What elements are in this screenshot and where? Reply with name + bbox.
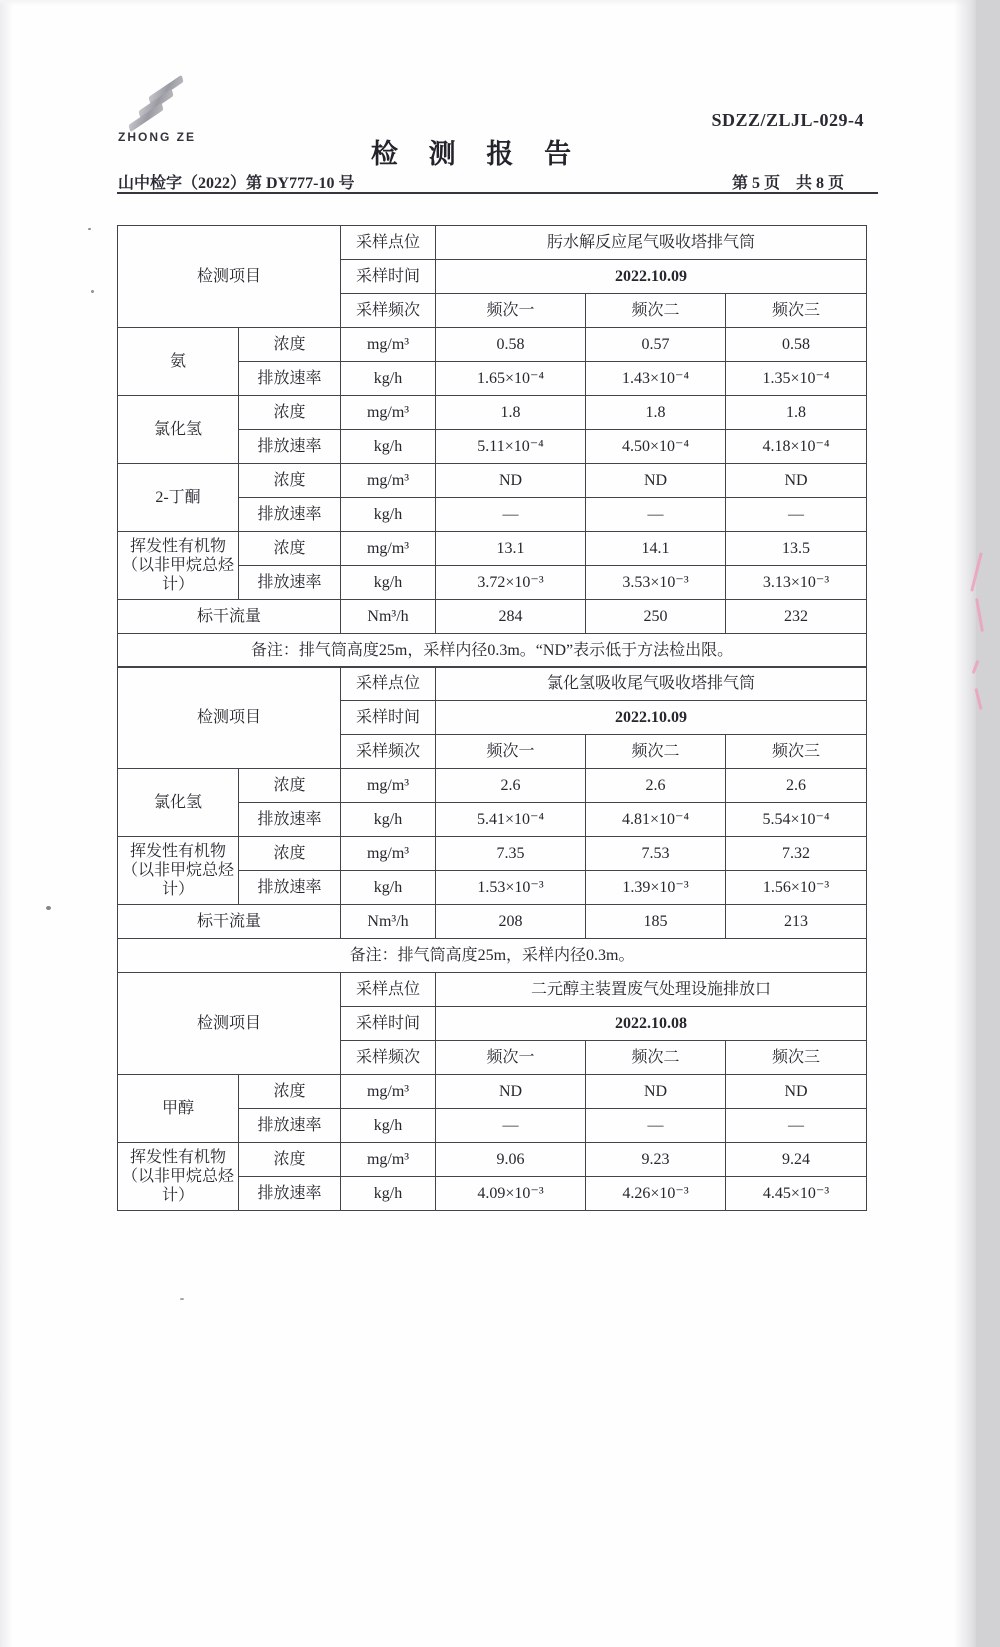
flow-label: 标干流量 (118, 905, 341, 939)
page-right-shadow (954, 0, 976, 1647)
value-cell: 5.54×10⁻⁴ (726, 803, 867, 837)
value-cell: 7.53 (586, 837, 726, 871)
value-cell: 1.8 (726, 396, 867, 430)
row-type-label: 排放速率 (239, 362, 341, 396)
unit-cell: mg/m³ (341, 837, 436, 871)
row-type-label: 浓度 (239, 1142, 341, 1176)
value-cell: 2.6 (586, 769, 726, 803)
value-cell: 7.32 (726, 837, 867, 871)
table-row (118, 328, 867, 362)
value-cell: ND (436, 464, 586, 498)
value-cell: — (586, 1108, 726, 1142)
project-header: 检测项目 (118, 226, 341, 328)
value-cell: ND (436, 1074, 586, 1108)
unit-cell: kg/h (341, 1176, 436, 1210)
unit-cell: mg/m³ (341, 532, 436, 566)
sample-freq-label: 采样频次 (341, 294, 436, 328)
value-cell: 7.35 (436, 837, 586, 871)
unit-cell: mg/m³ (341, 464, 436, 498)
value-cell: 213 (726, 905, 867, 939)
row-type-label: 排放速率 (239, 803, 341, 837)
value-cell: 3.13×10⁻³ (726, 566, 867, 600)
value-cell: ND (586, 464, 726, 498)
value-cell: — (586, 498, 726, 532)
value-cell: — (436, 498, 586, 532)
value-cell: 0.57 (586, 328, 726, 362)
table-row (118, 532, 867, 566)
sample-point-label: 采样点位 (341, 972, 436, 1006)
value-cell: 3.53×10⁻³ (586, 566, 726, 600)
unit-cell: kg/h (341, 566, 436, 600)
unit-cell: kg/h (341, 803, 436, 837)
measurement-table-1 (117, 225, 867, 668)
row-type-label: 浓度 (239, 328, 341, 362)
row-type-label: 浓度 (239, 532, 341, 566)
table-row (118, 905, 867, 939)
analyte-name: 挥发性有机物（以非甲烷总烃计） (118, 837, 239, 905)
analyte-name: 2-丁酮 (118, 464, 239, 532)
sample-point-label: 采样点位 (341, 667, 436, 701)
flow-label: 标干流量 (118, 600, 341, 634)
table-row (118, 837, 867, 871)
table-row (118, 464, 867, 498)
value-cell: ND (726, 1074, 867, 1108)
unit-cell: Nm³/h (341, 600, 436, 634)
value-cell: 9.23 (586, 1142, 726, 1176)
table-row (118, 667, 867, 701)
freq3-header: 频次三 (726, 294, 867, 328)
value-cell: 9.24 (726, 1142, 867, 1176)
value-cell: 232 (726, 600, 867, 634)
value-cell: — (726, 1108, 867, 1142)
value-cell: 1.43×10⁻⁴ (586, 362, 726, 396)
table-note: 备注：排气筒高度25m，采样内径0.3m。“ND”表示低于方法检出限。 (118, 634, 867, 668)
value-cell: 0.58 (726, 328, 867, 362)
header-divider (117, 192, 878, 194)
unit-cell: mg/m³ (341, 1142, 436, 1176)
page-top-edge (0, 0, 1000, 6)
logo-brand-text: ZHONG ZE (118, 130, 196, 144)
scan-background-strip (976, 0, 1000, 1647)
value-cell: 4.81×10⁻⁴ (586, 803, 726, 837)
sample-time-value: 2022.10.09 (436, 260, 867, 294)
value-cell: 1.56×10⁻³ (726, 871, 867, 905)
row-type-label: 排放速率 (239, 1176, 341, 1210)
unit-cell: kg/h (341, 498, 436, 532)
value-cell: 4.26×10⁻³ (586, 1176, 726, 1210)
row-type-label: 浓度 (239, 396, 341, 430)
row-type-label: 浓度 (239, 1074, 341, 1108)
unit-cell: kg/h (341, 1108, 436, 1142)
table-row (118, 1074, 867, 1108)
scan-artifact (91, 290, 94, 293)
project-header: 检测项目 (118, 972, 341, 1074)
value-cell: 3.72×10⁻³ (436, 566, 586, 600)
value-cell: 1.8 (436, 396, 586, 430)
table-row (118, 1142, 867, 1176)
sample-point-value: 氯化氢吸收尾气吸收塔排气筒 (436, 667, 867, 701)
value-cell: 1.35×10⁻⁴ (726, 362, 867, 396)
value-cell: 13.1 (436, 532, 586, 566)
value-cell: 4.50×10⁻⁴ (586, 430, 726, 464)
unit-cell: kg/h (341, 871, 436, 905)
table-row (118, 939, 867, 973)
sample-freq-label: 采样频次 (341, 1040, 436, 1074)
row-type-label: 排放速率 (239, 871, 341, 905)
freq3-header: 频次三 (726, 735, 867, 769)
analyte-name: 氯化氢 (118, 396, 239, 464)
row-type-label: 排放速率 (239, 566, 341, 600)
value-cell: 1.53×10⁻³ (436, 871, 586, 905)
table-row (118, 226, 867, 260)
sample-point-value: 二元醇主装置废气处理设施排放口 (436, 972, 867, 1006)
table-note: 备注：排气筒高度25m，采样内径0.3m。 (118, 939, 867, 973)
value-cell: ND (586, 1074, 726, 1108)
value-cell: ND (726, 464, 867, 498)
document-code: SDZZ/ZLJL-029-4 (711, 110, 864, 130)
value-cell: 14.1 (586, 532, 726, 566)
row-type-label: 浓度 (239, 464, 341, 498)
table-row (118, 769, 867, 803)
freq2-header: 频次二 (586, 1040, 726, 1074)
scan-artifact (180, 1298, 184, 1300)
value-cell: 208 (436, 905, 586, 939)
table-row (118, 396, 867, 430)
sample-point-label: 采样点位 (341, 226, 436, 260)
sample-time-value: 2022.10.09 (436, 701, 867, 735)
value-cell: 4.45×10⁻³ (726, 1176, 867, 1210)
row-type-label: 浓度 (239, 837, 341, 871)
measurement-table-2 (117, 666, 867, 973)
value-cell: 5.11×10⁻⁴ (436, 430, 586, 464)
value-cell: 1.8 (586, 396, 726, 430)
page-left-edge (0, 0, 13, 1647)
freq1-header: 频次一 (436, 1040, 586, 1074)
analyte-name: 挥发性有机物（以非甲烷总烃计） (118, 1142, 239, 1210)
value-cell: 185 (586, 905, 726, 939)
value-cell: 13.5 (726, 532, 867, 566)
report-number: 山中检字（2022）第 DY777-10 号 (118, 175, 355, 192)
sample-time-label: 采样时间 (341, 260, 436, 294)
analyte-name: 氨 (118, 328, 239, 396)
measurement-table-3 (117, 972, 867, 1211)
page-number: 第 5 页 共 8 页 (731, 175, 844, 192)
value-cell: 284 (436, 600, 586, 634)
value-cell: 1.39×10⁻³ (586, 871, 726, 905)
value-cell: — (436, 1108, 586, 1142)
row-type-label: 排放速率 (239, 1108, 341, 1142)
value-cell: 5.41×10⁻⁴ (436, 803, 586, 837)
unit-cell: mg/m³ (341, 1074, 436, 1108)
project-header: 检测项目 (118, 667, 341, 769)
unit-cell: mg/m³ (341, 396, 436, 430)
table-row (118, 600, 867, 634)
unit-cell: kg/h (341, 362, 436, 396)
freq1-header: 频次一 (436, 294, 586, 328)
unit-cell: kg/h (341, 430, 436, 464)
unit-cell: mg/m³ (341, 769, 436, 803)
page-title: 检 测 报 告 (370, 139, 584, 169)
value-cell: 4.18×10⁻⁴ (726, 430, 867, 464)
sample-time-value: 2022.10.08 (436, 1006, 867, 1040)
scan-artifact (46, 906, 51, 910)
table-row (118, 972, 867, 1006)
freq2-header: 频次二 (586, 735, 726, 769)
value-cell: 2.6 (436, 769, 586, 803)
freq2-header: 频次二 (586, 294, 726, 328)
row-type-label: 排放速率 (239, 430, 341, 464)
value-cell: 9.06 (436, 1142, 586, 1176)
analyte-name: 氯化氢 (118, 769, 239, 837)
value-cell: 250 (586, 600, 726, 634)
scan-artifact (88, 228, 91, 230)
value-cell: 2.6 (726, 769, 867, 803)
value-cell: — (726, 498, 867, 532)
unit-cell: mg/m³ (341, 328, 436, 362)
value-cell: 1.65×10⁻⁴ (436, 362, 586, 396)
freq1-header: 频次一 (436, 735, 586, 769)
results-tables (117, 225, 866, 1211)
sample-point-value: 肟水解反应尾气吸收塔排气筒 (436, 226, 867, 260)
table-row (118, 634, 867, 668)
freq3-header: 频次三 (726, 1040, 867, 1074)
row-type-label: 排放速率 (239, 498, 341, 532)
value-cell: 4.09×10⁻³ (436, 1176, 586, 1210)
sample-freq-label: 采样频次 (341, 735, 436, 769)
row-type-label: 浓度 (239, 769, 341, 803)
value-cell: 0.58 (436, 328, 586, 362)
unit-cell: Nm³/h (341, 905, 436, 939)
sample-time-label: 采样时间 (341, 1006, 436, 1040)
analyte-name: 甲醇 (118, 1074, 239, 1142)
analyte-name: 挥发性有机物（以非甲烷总烃计） (118, 532, 239, 600)
sample-time-label: 采样时间 (341, 701, 436, 735)
